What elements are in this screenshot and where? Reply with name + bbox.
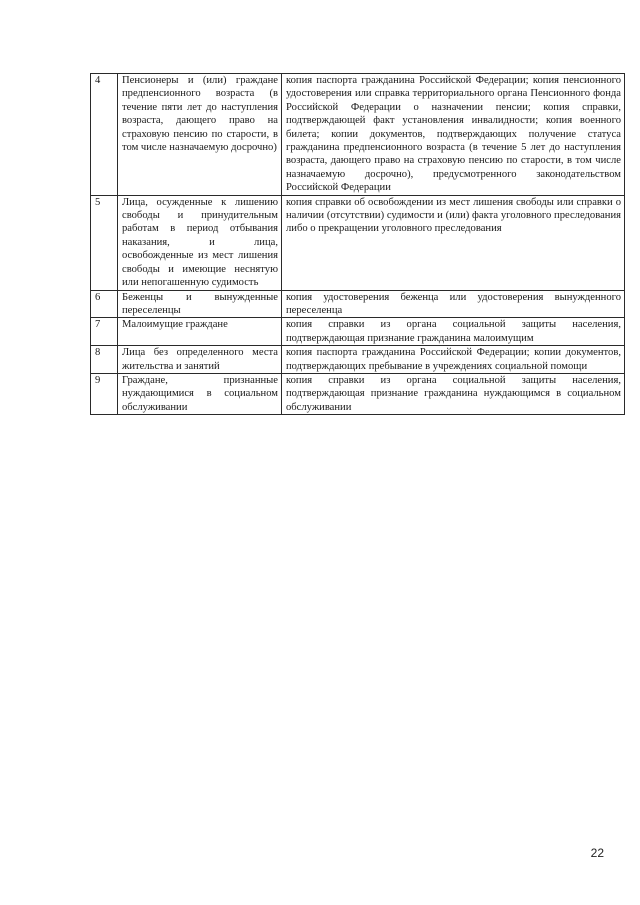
row-category: Беженцы и вынужденные переселенцы — [118, 290, 282, 318]
row-number: 7 — [91, 318, 118, 346]
row-documents: копия паспорта гражданина Российской Федерации; копия пенсионного удостоверения или справка территориального органа Пенсионного фонда Российской Федерации о назначении пенсии; копия справки, подтверждающей факт установления инвалидности; копия военного билета; копии документов, подтверждающих получение статуса гражданина предпенсионного возраста (в течение 5 лет до наступления возраста, дающего право на страховую пенсию по старости, в том числе назначаемую досрочно), предусмотренного законодательством Российской Федерации — [282, 74, 625, 196]
row-number: 5 — [91, 195, 118, 290]
table-row — [91, 195, 625, 290]
table-row — [91, 346, 625, 374]
row-documents: копия справки из органа социальной защиты населения, подтверждающая признание гражданина малоимущим — [282, 318, 625, 346]
table-row — [91, 290, 625, 318]
row-category: Лица, осужденные к лишению свободы и принудительным работам в период отбывания наказания, и лица, освобожденные из мест лишения свободы и имеющие неснятую или непогашенную судимость — [118, 195, 282, 290]
row-documents: копия справки об освобождении из мест лишения свободы или справки о наличии (отсутствии) судимости и (или) факта уголовного преследования либо о прекращении уголовного преследования — [282, 195, 625, 290]
page-number: 22 — [590, 846, 604, 860]
row-category: Граждане, признанные нуждающимися в социальном обслуживании — [118, 373, 282, 414]
row-number: 9 — [91, 373, 118, 414]
row-documents: копия паспорта гражданина Российской Федерации; копии документов, подтверждающих пребывание в учреждениях социальной помощи — [282, 346, 625, 374]
row-number: 6 — [91, 290, 118, 318]
table-row — [91, 74, 625, 196]
table-row — [91, 318, 625, 346]
row-number: 4 — [91, 74, 118, 196]
table-row — [91, 373, 625, 414]
row-category: Пенсионеры и (или) граждане предпенсионного возраста (в течение пяти лет до наступления возраста, дающего право на страховую пенсию по старости, в том числе назначаемую досрочно) — [118, 74, 282, 196]
row-documents: копия справки из органа социальной защиты населения, подтверждающая признание гражданина нуждающимся в социальном обслуживании — [282, 373, 625, 414]
documents-table — [90, 73, 625, 415]
row-category: Лица без определенного места жительства и занятий — [118, 346, 282, 374]
row-category: Малоимущие граждане — [118, 318, 282, 346]
row-number: 8 — [91, 346, 118, 374]
row-documents: копия удостоверения беженца или удостоверения вынужденного переселенца — [282, 290, 625, 318]
